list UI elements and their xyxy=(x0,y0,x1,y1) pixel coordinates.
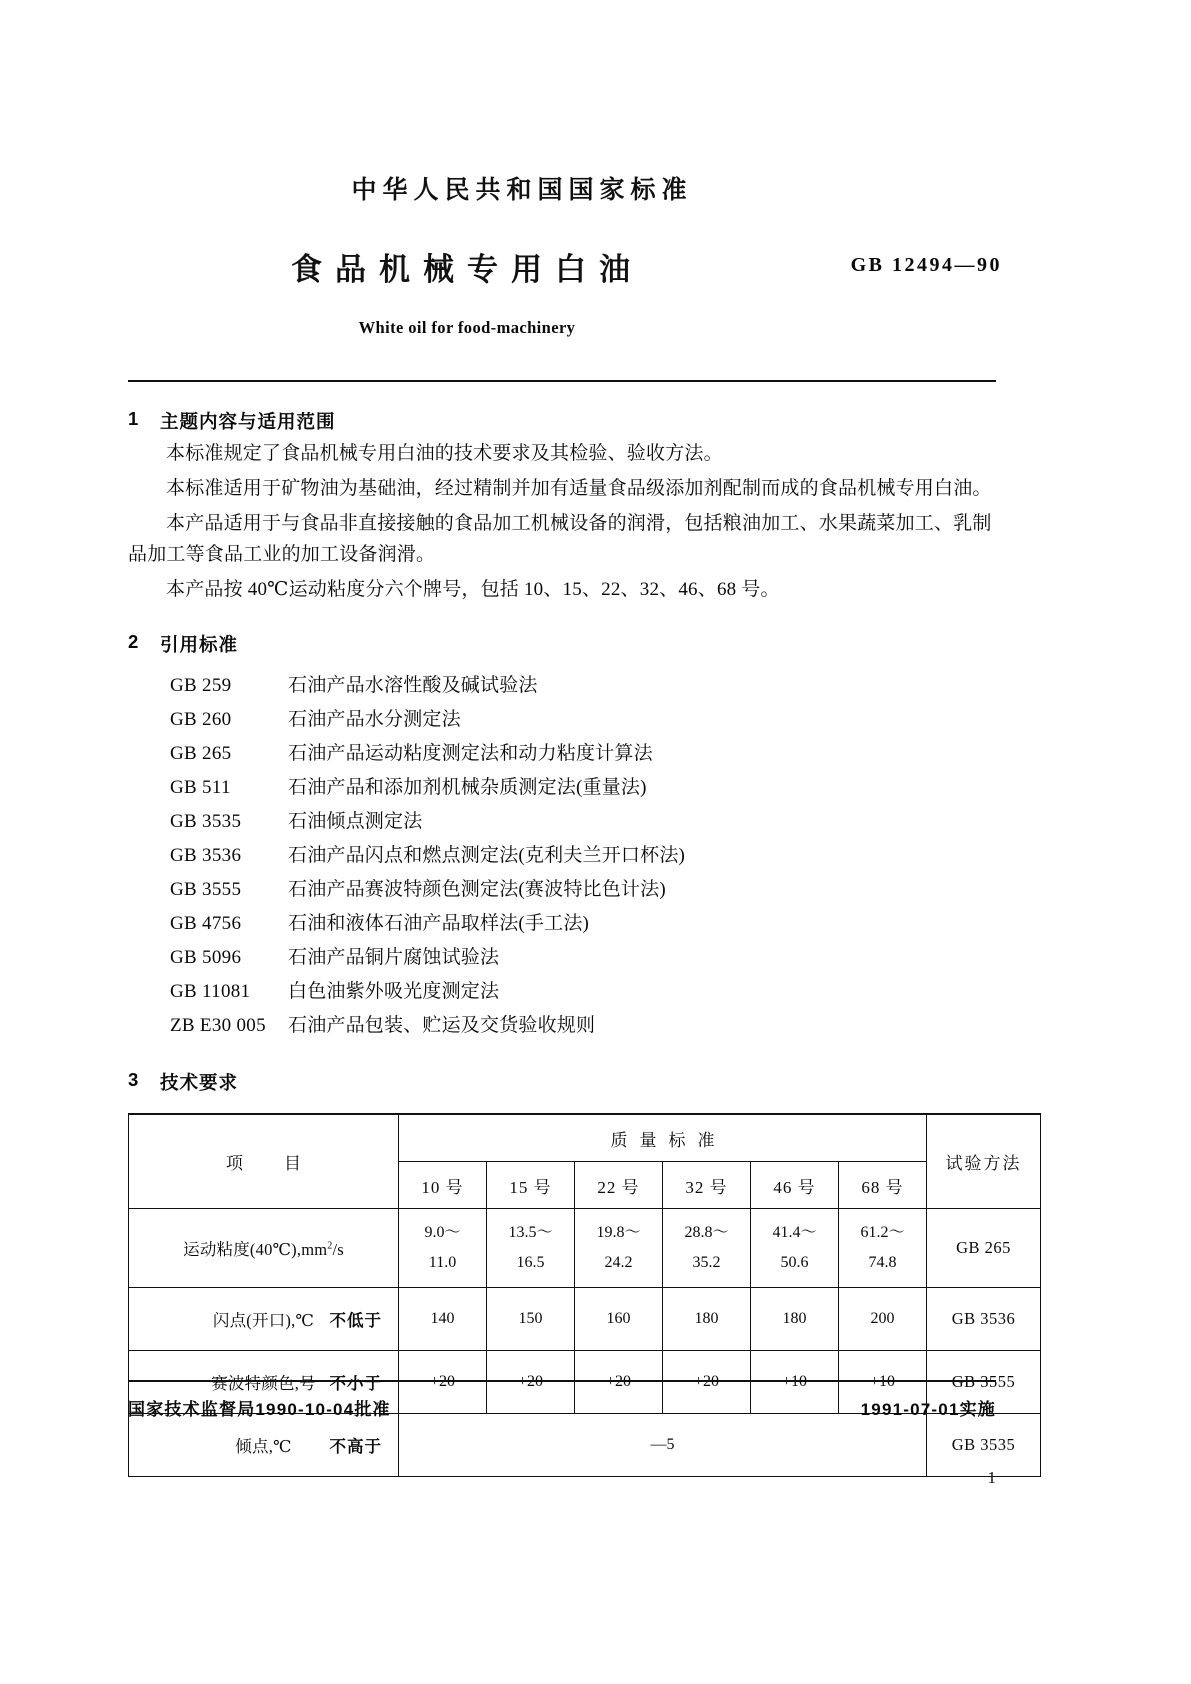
page-number: 1 xyxy=(987,1468,996,1487)
section-2 xyxy=(128,631,996,1043)
test-method-cell: GB 3535 xyxy=(927,1414,1041,1477)
value-lower: 35.2 xyxy=(692,1254,721,1271)
reference-code: GB 3555 xyxy=(170,879,242,900)
national-standard-label: 中华人民共和国国家标准 xyxy=(351,176,693,204)
row-item-text: 闪点(开口),℃ xyxy=(212,1311,315,1330)
reference-code: ZB E30 005 xyxy=(170,1015,266,1036)
column-header-grade: 15 号 xyxy=(487,1162,575,1209)
reference-code: GB 4756 xyxy=(170,913,242,934)
table-cell xyxy=(663,1209,751,1288)
reference-name: 石油产品闪点和燃点测定法(克利夫兰开口杯法) xyxy=(288,845,686,866)
table-cell: +20 xyxy=(399,1351,487,1414)
list-item xyxy=(128,669,996,703)
table-cell: 180 xyxy=(663,1288,751,1351)
test-method-cell: GB 3536 xyxy=(927,1288,1041,1351)
value-lower: 16.5 xyxy=(516,1254,545,1271)
table-row xyxy=(129,1209,1041,1288)
column-header-quality-standard: 质量标准 xyxy=(399,1114,927,1162)
table-cell: 150 xyxy=(487,1288,575,1351)
reference-name: 石油倾点测定法 xyxy=(288,811,423,832)
table-cell: +20 xyxy=(663,1351,751,1414)
row-limit-label: 不小于 xyxy=(329,1375,382,1393)
column-header-grade: 22 号 xyxy=(575,1162,663,1209)
section-3-number: 3 xyxy=(128,1069,140,1090)
column-header-grade: 46 号 xyxy=(751,1162,839,1209)
approval-note: 国家技术监督局1990-10-04批准 xyxy=(128,1400,391,1419)
section-1 xyxy=(128,408,996,605)
reference-name: 石油和液体石油产品取样法(手工法) xyxy=(288,913,590,934)
section-1-paragraph-4: 本产品按 40℃运动粘度分六个牌号，包括 10、15、22、32、46、68 号。 xyxy=(166,579,780,600)
implementation-note: 1991-07-01实施 xyxy=(860,1400,996,1419)
reference-code: GB 511 xyxy=(170,777,231,798)
table-cell: 200 xyxy=(839,1288,927,1351)
value-lower: 74.8 xyxy=(868,1254,897,1271)
section-2-heading xyxy=(128,631,996,657)
column-header-grade: 10 号 xyxy=(399,1162,487,1209)
reference-code: GB 5096 xyxy=(170,947,242,968)
footer-row xyxy=(128,1395,996,1420)
standard-code: GB 12494—90 xyxy=(850,254,1002,276)
value-upper: 28.8～ xyxy=(684,1224,729,1241)
table-cell-merged: —5 xyxy=(399,1414,927,1477)
reference-code: GB 3536 xyxy=(170,845,242,866)
list-item xyxy=(128,941,996,975)
value-upper: 61.2～ xyxy=(860,1224,905,1241)
page-content xyxy=(128,0,1022,1477)
value-lower: 50.6 xyxy=(780,1254,809,1271)
reference-name: 石油产品赛波特颜色测定法(赛波特比色计法) xyxy=(288,879,666,900)
section-2-number: 2 xyxy=(128,631,140,652)
row-limit-label: 不低于 xyxy=(329,1312,382,1330)
page-footer xyxy=(128,1380,996,1488)
reference-name: 石油产品和添加剂机械杂质测定法(重量法) xyxy=(288,777,647,798)
reference-name: 石油产品水溶性酸及碱试验法 xyxy=(288,675,538,696)
title-row xyxy=(128,244,1002,290)
value-upper: 13.5～ xyxy=(508,1224,553,1241)
english-title: White oil for food-machinery xyxy=(358,318,576,337)
footer-divider xyxy=(128,1380,996,1382)
list-item xyxy=(128,839,996,873)
reference-code: GB 259 xyxy=(170,675,232,696)
row-item-text: 倾点,℃ xyxy=(235,1437,292,1456)
reference-code: GB 11081 xyxy=(170,981,251,1002)
column-header-item: 项 目 xyxy=(129,1114,399,1209)
list-item xyxy=(128,975,996,1009)
reference-code: GB 265 xyxy=(170,743,232,764)
header-divider xyxy=(128,380,996,382)
test-method-cell: GB 265 xyxy=(927,1209,1041,1288)
table-cell: 180 xyxy=(751,1288,839,1351)
reference-code: GB 3535 xyxy=(170,811,242,832)
reference-name: 石油产品运动粘度测定法和动力粘度计算法 xyxy=(288,743,653,764)
section-1-number: 1 xyxy=(128,408,140,429)
section-1-heading xyxy=(128,408,996,434)
table-cell: +20 xyxy=(575,1351,663,1414)
row-item-label xyxy=(129,1288,399,1351)
table-row xyxy=(129,1288,1041,1351)
section-3-heading xyxy=(128,1069,996,1095)
list-item xyxy=(128,873,996,907)
row-limit-label: 不高于 xyxy=(329,1438,382,1456)
row-item-text: 运动粘度(40℃),mm xyxy=(183,1240,328,1259)
list-item xyxy=(128,907,996,941)
value-upper: 41.4～ xyxy=(772,1224,817,1241)
row-item-text: 赛波特颜色,号 xyxy=(211,1374,316,1393)
reference-name: 石油产品水分测定法 xyxy=(288,709,461,730)
masthead xyxy=(128,0,1002,338)
column-header-grade: 68 号 xyxy=(839,1162,927,1209)
section-1-paragraph-2: 本标准适用于矿物油为基础油，经过精制并加有适量食品级添加剂配制而成的食品机械专用白油。 xyxy=(166,478,992,499)
table-cell xyxy=(399,1209,487,1288)
list-item xyxy=(128,703,996,737)
section-1-title: 主题内容与适用范围 xyxy=(160,411,336,432)
table-cell: +20 xyxy=(487,1351,575,1414)
list-item xyxy=(128,737,996,771)
page-title: 食品机械专用白油 xyxy=(291,252,643,287)
table-cell: +10 xyxy=(751,1351,839,1414)
reference-name: 白色油紫外吸光度测定法 xyxy=(288,981,500,1002)
table-cell: 160 xyxy=(575,1288,663,1351)
table-cell xyxy=(839,1209,927,1288)
row-item-label xyxy=(129,1209,399,1288)
table-cell: 140 xyxy=(399,1288,487,1351)
table-cell: +10 xyxy=(839,1351,927,1414)
table-cell xyxy=(751,1209,839,1288)
section-1-paragraph-3: 本产品适用于与食品非直接接触的食品加工机械设备的润滑，包括粮油加工、水果蔬菜加工、乳制品加工等食品工业的加工设备润滑。 xyxy=(128,513,992,565)
list-item xyxy=(128,771,996,805)
reference-name: 石油产品铜片腐蚀试验法 xyxy=(288,947,500,968)
reference-standards-list xyxy=(128,669,996,1043)
list-item xyxy=(128,805,996,839)
column-header-grade: 32 号 xyxy=(663,1162,751,1209)
table-header-row-1 xyxy=(129,1114,1041,1162)
value-upper: 9.0～ xyxy=(424,1224,461,1241)
section-2-title: 引用标准 xyxy=(160,634,239,655)
reference-code: GB 260 xyxy=(170,709,232,730)
section-1-paragraph-1: 本标准规定了食品机械专用白油的技术要求及其检验、验收方法。 xyxy=(166,443,723,464)
test-method-cell: GB 3555 xyxy=(927,1351,1041,1414)
row-item-tail: /s xyxy=(332,1240,344,1259)
table-cell xyxy=(575,1209,663,1288)
column-header-test-method: 试验方法 xyxy=(927,1114,1041,1209)
list-item xyxy=(128,1009,996,1043)
value-lower: 24.2 xyxy=(604,1254,633,1271)
section-3-title: 技术要求 xyxy=(160,1072,239,1093)
value-upper: 19.8～ xyxy=(596,1224,641,1241)
value-lower: 11.0 xyxy=(428,1254,457,1271)
table-cell xyxy=(487,1209,575,1288)
row-item-superscript: 2 xyxy=(327,1240,333,1252)
reference-name: 石油产品包装、贮运及交货验收规则 xyxy=(288,1015,596,1036)
